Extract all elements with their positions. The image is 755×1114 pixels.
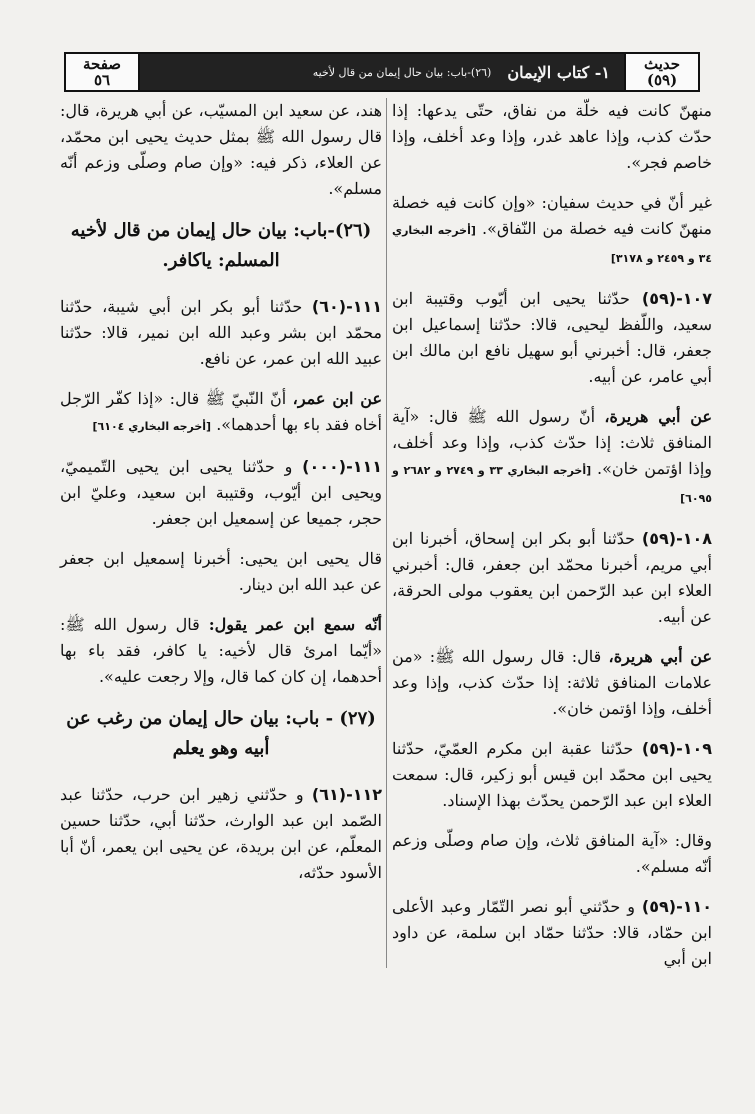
hadith-number: ١١١-(٠٠٠) (302, 457, 382, 476)
hadith-number: ١١٢-(٦١) (311, 785, 382, 804)
paragraph-text: قال رسول الله ﷺ: «أيّما امرئ قال لأخيه: يا كافر، فقد باء بها أحدهما، إن كان كما قال، وإلا رجعت عليه». (60, 615, 382, 686)
hadith-number: ١١٠-(٥٩) (641, 897, 713, 916)
narrator-lead: عن أبي هريرة، (604, 407, 712, 426)
hadith-paragraph (392, 736, 712, 814)
hadith-number: ١٠٧-(٥٩) (641, 289, 712, 308)
page-number: ٥٦ (93, 71, 111, 89)
paragraph-text: حدّثنا أبو بكر ابن أبي شيبة، حدّثنا محمّد ابن بشر وعبد الله ابن نمير، قالا: حدّثنا عبيد الله ابن عمر، عن نافع. (60, 297, 382, 368)
narrator-lead: عن أبي هريرة، (608, 647, 713, 666)
paragraph-text: وقال: «آية المنافق ثلاث، وإن صام وصلّى وزعم أنّه مسلم». (392, 831, 712, 876)
paragraph-text: و حدّثنا يحيى ابن يحيى التّميميّ، ويحيى ابن أيّوب، وقتيبة ابن سعيد، وعليّ ابن حجر، جميعا عن إسمعيل ابن جعفر. (60, 457, 382, 528)
hadith-label: حديث (643, 55, 681, 73)
chapter-heading: (٢٧) - باب: بيان حال إيمان من رغب عن أبيه وهو يعلم (66, 708, 376, 759)
text-paragraph (60, 612, 382, 690)
paragraph-text: و حدّثني زهير ابن حرب، حدّثنا عبد الصّمد ابن عبد الوارث، حدّثنا أبي، حدّثنا حسين المعلّم، عن ابن بريدة، عن يحيى ابن يعمر، أنّ أبا الأسود حدّثه، (60, 785, 382, 882)
hadith-paragraph (60, 294, 382, 372)
paragraph-text: قال يحيى ابن يحيى: أخبرنا إسمعيل ابن جعفر عن عبد الله ابن دينار. (60, 549, 382, 594)
hadith-number-box (626, 54, 698, 90)
text-paragraph (60, 98, 382, 202)
text-paragraph (392, 190, 712, 272)
hadith-number: (٥٩) (646, 71, 678, 89)
paragraph-text: هند، عن سعيد ابن المسيّب، عن أبي هريرة، قال: قال رسول الله ﷺ بمثل حديث يحيى ابن محمّد، عن العلاء، ذكر فيه: «وإن صام وصلّى وزعم أنّه مسلم». (60, 101, 382, 198)
narrator-lead: عن ابن عمر، (292, 389, 383, 408)
page-header (64, 52, 700, 92)
hadith-number: ١١١-(٦٠) (311, 297, 382, 316)
paragraph-text: أنّ النّبيّ ﷺ قال: «إذا كفّر الرّجل أخاه فقد باء بها أحدهما». (60, 389, 382, 434)
text-paragraph (60, 386, 382, 440)
text-paragraph (392, 828, 712, 880)
chapter-title: (٢٦)-باب: بيان حال إيمان من قال لأخيه (312, 65, 492, 79)
text-paragraph (392, 644, 712, 722)
text-paragraph (392, 98, 712, 176)
left-column (60, 98, 382, 900)
book-title: ١- كتاب الإيمان (507, 62, 610, 82)
takhrij-reference: [أخرجه البخاري ٦١٠٤] (92, 420, 212, 433)
takhrij-reference: [أخرجه البخاري ٣٤ و ٢٤٥٩ و ٣١٧٨] (392, 224, 712, 265)
takhrij-reference: [أخرجه البخاري ٣٣ و ٢٧٤٩ و ٢٦٨٢ و ٦٠٩٥] (392, 464, 712, 505)
paragraph-text: أنّ رسول الله ﷺ قال: «آية المنافق ثلاث: إذا حدّث كذب، وإذا وعد أخلف، وإذا اؤتمن خان». (392, 407, 712, 478)
narrator-lead: أنّه سمع ابن عمر يقول: (208, 615, 382, 634)
hadith-paragraph (60, 454, 382, 532)
paragraph-text: حدّثنا يحيى ابن أيّوب وقتيبة ابن سعيد، واللّفظ ليحيى، قالا: حدّثنا إسماعيل ابن جعفر، قال: أخبرني أبو سهيل نافع ابن مالك ابن أبي عامر، عن أبيه. (392, 289, 712, 386)
column-divider (386, 98, 387, 968)
page-number-box (66, 54, 138, 90)
hadith-paragraph (392, 286, 712, 390)
paragraph-text: حدّثنا عقبة ابن مكرم العمّيّ، حدّثنا يحيى ابن محمّد ابن قيس أبو زكير، قال: سمعت العلاء ابن عبد الرّحمن يحدّث بهذا الإسناد. (392, 739, 712, 810)
hadith-number: ١٠٨-(٥٩) (641, 529, 712, 548)
paragraph-text: غير أنّ في حديث سفيان: «وإن كانت فيه خصلة منهنّ كانت فيه خصلة من النّفاق». (392, 193, 712, 238)
hadith-number: ١٠٩-(٥٩) (641, 739, 713, 758)
text-paragraph (392, 404, 712, 512)
paragraph-text: حدّثنا أبو بكر ابن إسحاق، أخبرنا ابن أبي مريم، أخبرنا محمّد ابن جعفر، قال: أخبرني العلاء ابن عبد الرّحمن ابن يعقوب مولى الحرقة، عن أبيه. (392, 529, 712, 626)
paragraph-text: و حدّثني أبو نصر التّمّار وعبد الأعلى ابن حمّاد، قالا: حدّثنا حمّاد ابن سلمة، عن داود ابن أبي (392, 897, 712, 968)
hadith-paragraph (392, 526, 712, 630)
paragraph-text: منهنّ كانت فيه خلّة من نفاق، حتّى يدعها: إذا حدّث كذب، وإذا عاهد غدر، وإذا وعد أخلف، وإذا خاصم فجر». (392, 101, 712, 172)
right-column (392, 98, 712, 986)
paragraph-text: قال: قال رسول الله ﷺ: «من علامات المنافق ثلاثة: إذا حدّث كذب، وإذا وعد أخلف، وإذا اؤتمن خان». (392, 647, 712, 718)
hadith-paragraph (60, 782, 382, 886)
hadith-paragraph (392, 894, 712, 972)
page-label: صفحة (82, 55, 122, 73)
header-title-bar (138, 54, 626, 90)
text-paragraph (60, 546, 382, 598)
chapter-heading: (٢٦)-باب: بيان حال إيمان من قال لأخيه المسلم: ياكافر. (70, 220, 372, 271)
